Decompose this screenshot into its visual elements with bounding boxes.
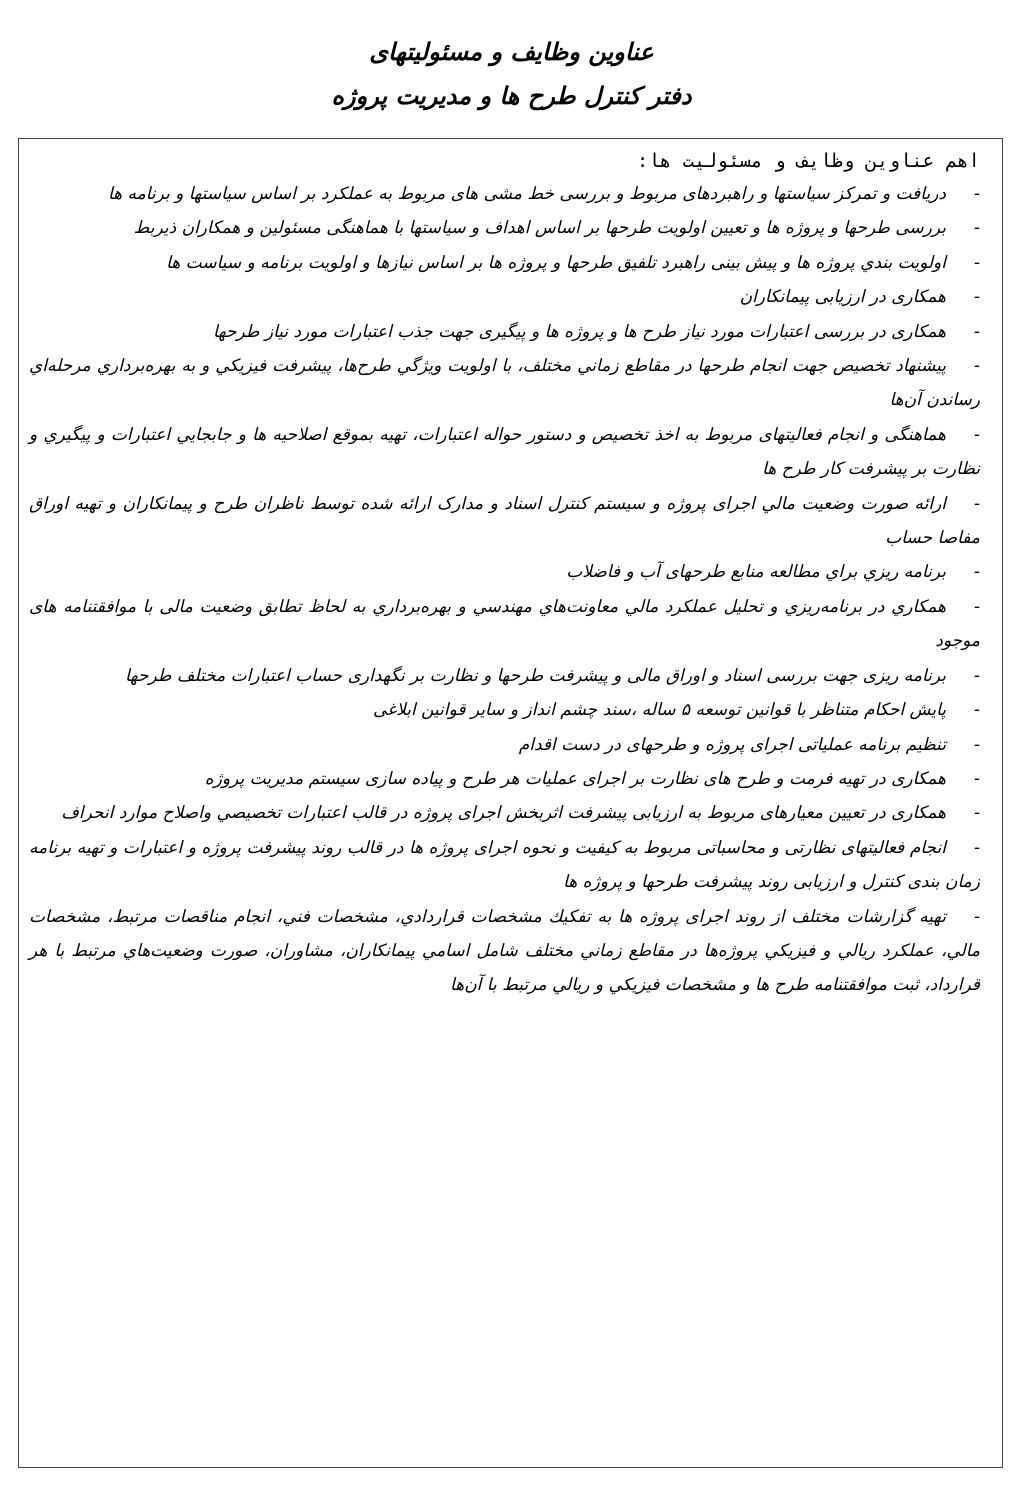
duty-text: برنامه ريزي براي مطالعه منابع طرحهای آب و فاضلاب bbox=[566, 562, 946, 583]
bullet-dash: - bbox=[973, 596, 980, 617]
duty-text: پایش احکام متناظر با قوانین توسعه ۵ ساله ،سند چشم انداز و سایر قوانین ابلاغی bbox=[373, 700, 946, 721]
bullet-dash: - bbox=[973, 768, 980, 789]
duties-intro: اهم عناوین وظایف و مسئولیت ها: bbox=[636, 150, 980, 172]
duty-text: همکاری در بررسی اعتبارات مورد نیاز طرح ها و پروژه ها و پیگیری جهت جذب اعتبارات مورد نیاز طرحها bbox=[213, 321, 946, 342]
list-item bbox=[29, 280, 980, 314]
list-item bbox=[29, 487, 980, 556]
bullet-dash: - bbox=[973, 906, 980, 927]
list-item bbox=[29, 900, 980, 1003]
list-item bbox=[29, 590, 980, 659]
page-header bbox=[0, 30, 1023, 118]
list-item bbox=[29, 659, 980, 693]
list-item bbox=[29, 418, 980, 487]
duties-box bbox=[18, 138, 1003, 1468]
duty-text: دریافت و تمرکز سیاستها و راهبردهای مربوط و بررسی خط مشی های مربوط به عملکرد بر اساس سیاستها و برنامه ها bbox=[107, 184, 946, 204]
duty-text: همکاری در تعیین معیارهای مربوط به ارزیابی پیشرفت اثربخش اجرای پروژه در قالب اعتبارات تخصيصي واصلاح موارد انحراف bbox=[61, 803, 946, 824]
list-item bbox=[29, 796, 980, 830]
duty-text: انجام فعالیتهای نظارتی و محاسباتی مربوط به کیفیت و نحوه اجرای پروژه ها در قالب روند پیشرفت پروژه و اعتبارات و تهیه برنامه زمان بندی کنترل و ارزیابی روند پیشرفت طرحها و پروژه ها bbox=[29, 837, 980, 893]
bullet-dash: - bbox=[973, 184, 980, 204]
list-item bbox=[29, 555, 980, 589]
bullet-dash: - bbox=[973, 356, 980, 377]
list-item bbox=[29, 211, 980, 245]
bullet-dash: - bbox=[973, 562, 980, 583]
bullet-dash: - bbox=[973, 803, 980, 824]
bullet-dash: - bbox=[973, 734, 980, 755]
duty-text: بررسی طرحها و پروژه ها و تعیین اولویت طرحها بر اساس اهداف و سیاستها با هماهنگی مسئولین و همکاران ذیربط bbox=[133, 218, 946, 239]
bullet-dash: - bbox=[973, 252, 980, 273]
bullet-dash: - bbox=[973, 665, 980, 686]
list-item bbox=[29, 693, 980, 727]
duty-text: همكاري در برنامه‌ريزي و تحليل عملكرد مالي معاونت‌هاي مهندسي و بهره‌برداري به لحاظ تطابق وضعیت مالی با موافقتنامه های موجود bbox=[29, 596, 980, 652]
duties-list bbox=[29, 177, 980, 1003]
list-item bbox=[29, 177, 980, 211]
duty-text: برنامه ریزی جهت بررسی اسناد و اوراق مالی و پیشرفت طرحها و نظارت بر نگهداری حساب اعتبارات مختلف طرحها bbox=[124, 665, 946, 686]
page-title: عناوین وظایف و مسئولیتهای bbox=[369, 38, 654, 66]
list-item bbox=[29, 762, 980, 796]
bullet-dash: - bbox=[973, 700, 980, 721]
list-item bbox=[29, 728, 980, 762]
duty-text: پیشنهاد تخصیص جهت انجام طرحها در مقاطع زماني مختلف، با اولويت ويژگي طرح‌ها، پيشرفت فيزيكي و به بهره‌برداري مرحله‌اي رساندن آن‌ها bbox=[29, 356, 980, 411]
duty-text: هماهنگی و انجام فعالیتهای مربوط به اخذ تخصیص و دستور حواله اعتبارات، تهیه بموقع اصلاحیه ها و جابجايي اعتبارات و پيگيري و نظارت بر پيشرفت كار طرح ها bbox=[29, 424, 980, 480]
list-item bbox=[29, 315, 980, 349]
bullet-dash: - bbox=[973, 287, 980, 308]
duty-text: تهيه گزارشات مختلف از روند اجرای پروژه ها به تفكيك مشخصات قراردادي، مشخصات فني، انجام مناقصات مرتبط، مشخصات مالي، عملكرد ريالي و فيزيكي پروژه‌ها در مقاطع زماني مختلف شامل اسامي پيمانكاران، مشاوران، صورت وضعيت‌هاي مرتبط با هر قرارداد، ثبت موافقتنامه طرح ها و مشخصات فيزيكي و ريالي مرتبط با آن‌ها bbox=[29, 906, 980, 996]
bullet-dash: - bbox=[973, 321, 980, 342]
duty-text: اولویت بندي پروژه ها و پیش بینی راهبرد تلفیق طرحها و پروژه ها بر اساس نیازها و اولویت برنامه و سیاست ها bbox=[166, 252, 946, 273]
bullet-dash: - bbox=[973, 837, 980, 858]
duty-text: همکاری در تهیه فرمت و طرح های نظارت بر اجرای عملیات هر طرح و پیاده سازی سیستم مدیریت پروژه bbox=[204, 768, 946, 789]
bullet-dash: - bbox=[973, 493, 980, 514]
duty-text: تنظیم برنامه عملیاتی اجرای پروژه و طرحهای در دست اقدام bbox=[518, 734, 946, 755]
list-item bbox=[29, 831, 980, 900]
duty-text: ارائه صورت وضعیت مالي اجرای پروژه و سیستم کنترل اسناد و مدارک ارائه شده توسط ناظران طرح و پیمانکاران و تهیه اوراق مفاصا حساب bbox=[29, 493, 980, 549]
duty-text: همکاری در ارزیابی پیمانکاران bbox=[739, 287, 946, 308]
bullet-dash: - bbox=[973, 424, 980, 445]
bullet-dash: - bbox=[973, 218, 980, 239]
list-item bbox=[29, 349, 980, 418]
page-subtitle: دفتر کنترل طرح ها و مدیریت پروژه bbox=[331, 82, 692, 110]
list-item bbox=[29, 246, 980, 280]
